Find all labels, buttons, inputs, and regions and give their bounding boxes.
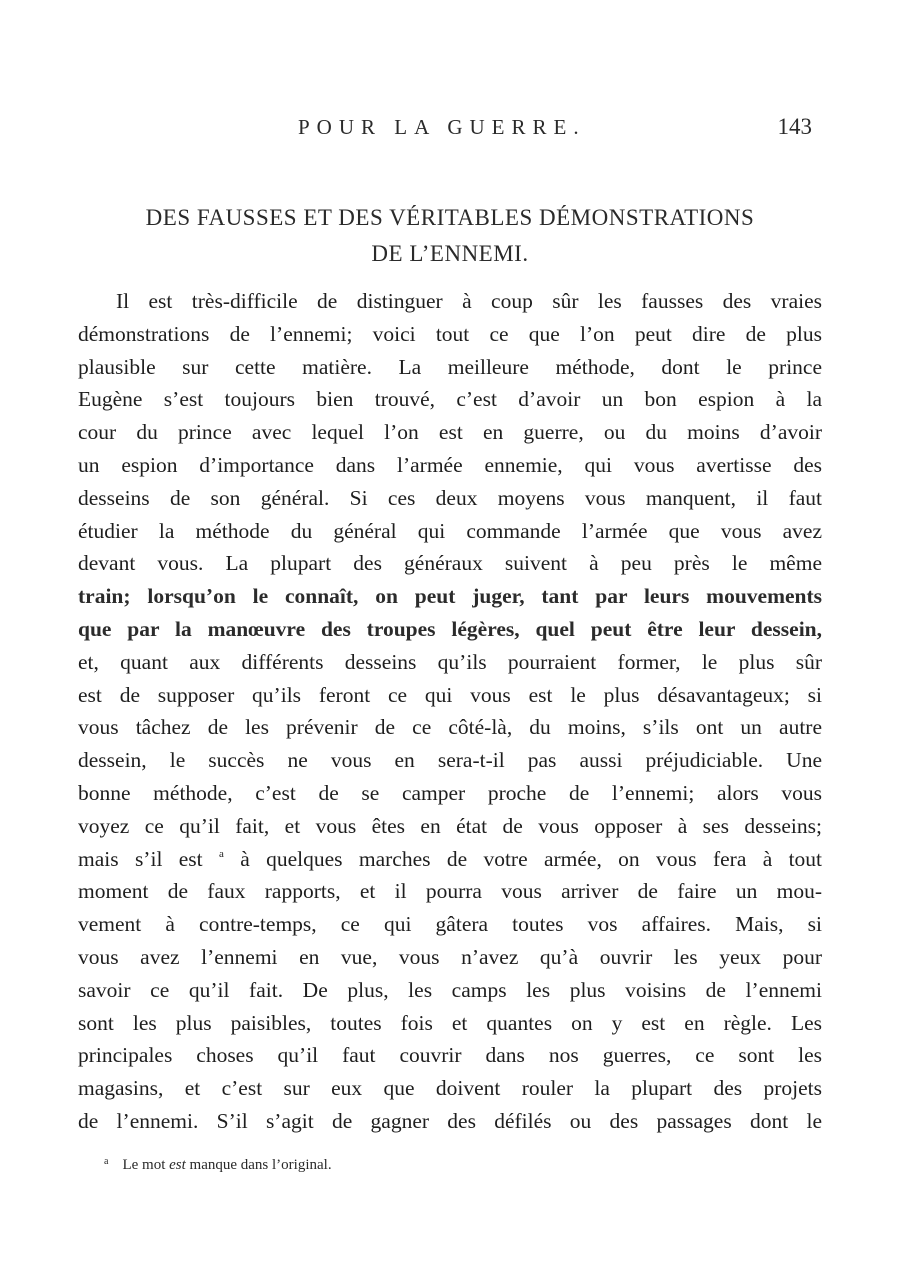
text-line: que par la manœuvre des troupes légères, quel peut être leur dessein, bbox=[78, 616, 822, 641]
text-line: dessein, le succès ne vous en sera-t-il pas aussi préjudiciable. Une bbox=[78, 748, 822, 773]
text-line: un espion d’importance dans l’armée ennemie, qui vous avertisse des bbox=[78, 452, 822, 477]
text-line: devant vous. La plupart des généraux suivent à peu près le même bbox=[78, 551, 822, 576]
footnote-mark: a bbox=[104, 1156, 109, 1167]
page-number: 143 bbox=[777, 114, 812, 139]
text-line-with-note bbox=[78, 843, 822, 876]
text-line: étudier la méthode du général qui commande l’armée que vous avez bbox=[78, 518, 822, 543]
text-line: train; lorsqu’on le connaît, on peut juger, tant par leurs mouvements bbox=[78, 584, 822, 609]
running-title: POUR LA GUERRE. bbox=[298, 115, 586, 139]
text-line: sont les plus paisibles, toutes fois et quantes on y est en règle. Les bbox=[78, 1010, 822, 1035]
footnote-reference[interactable]: a bbox=[218, 847, 224, 860]
text-line: cour du prince avec lequel l’on est en guerre, ou du moins d’avoir bbox=[78, 420, 822, 445]
footnote bbox=[104, 1151, 332, 1176]
text-line: est de supposer qu’ils feront ce qui vous est le plus désavantageux; si bbox=[78, 682, 822, 707]
text-line: de l’ennemi. S’il s’agit de gagner des défilés ou des passages dont le bbox=[78, 1108, 822, 1133]
section-heading-line: DE L’ENNEMI. bbox=[371, 241, 529, 266]
text-line: savoir ce qu’il fait. De plus, les camps les plus voisins de l’ennemi bbox=[78, 977, 822, 1002]
text-line: et, quant aux différents desseins qu’ils pourraient former, le plus sûr bbox=[78, 649, 822, 674]
text-line: bonne méthode, c’est de se camper proche de l’ennemi; alors vous bbox=[78, 780, 822, 805]
text-line: Il est très-difficile de distinguer à coup sûr les fausses des vraies bbox=[116, 289, 822, 313]
running-header bbox=[0, 112, 900, 142]
text-line: desseins de son général. Si ces deux moyens vous manquent, il faut bbox=[78, 485, 822, 510]
text-line: vous avez l’ennemi en vue, vous n’avez qu’à ouvrir les yeux pour bbox=[78, 944, 822, 969]
text-line: plausible sur cette matière. La meilleure méthode, dont le prince bbox=[78, 354, 822, 379]
text-line: vement à contre-temps, ce qui gâtera toutes vos affaires. Mais, si bbox=[78, 912, 822, 937]
text-line: voyez ce qu’il fait, et vous êtes en état de vous opposer à ses desseins; bbox=[78, 813, 822, 838]
text-line: magasins, et c’est sur eux que doivent rouler la plupart des projets bbox=[78, 1076, 822, 1101]
section-heading-line: DES FAUSSES ET DES VÉRITABLES DÉMONSTRATIONS bbox=[145, 205, 755, 230]
footnote-emphasis: est bbox=[169, 1157, 186, 1173]
body-paragraph bbox=[78, 285, 822, 1138]
text-line: principales choses qu’il faut couvrir dans nos guerres, ce sont les bbox=[78, 1043, 822, 1068]
text-fragment: mais s’il est bbox=[78, 846, 203, 871]
text-line: Eugène s’est toujours bien trouvé, c’est d’avoir un bon espion à la bbox=[78, 387, 822, 412]
footnote-text: Le mot bbox=[122, 1157, 166, 1173]
text-line: moment de faux rapports, et il pourra vous arriver de faire un mou- bbox=[78, 879, 822, 904]
text-line: vous tâchez de les prévenir de ce côté-là, du moins, s’ils ont un autre bbox=[78, 715, 822, 740]
text-fragment: à quelques marches de votre armée, on vous fera à tout bbox=[240, 846, 822, 871]
section-heading bbox=[78, 200, 822, 272]
footnote-text: manque dans l’original. bbox=[189, 1157, 332, 1173]
text-line: démonstrations de l’ennemi; voici tout ce que l’on peut dire de plus bbox=[78, 321, 822, 346]
